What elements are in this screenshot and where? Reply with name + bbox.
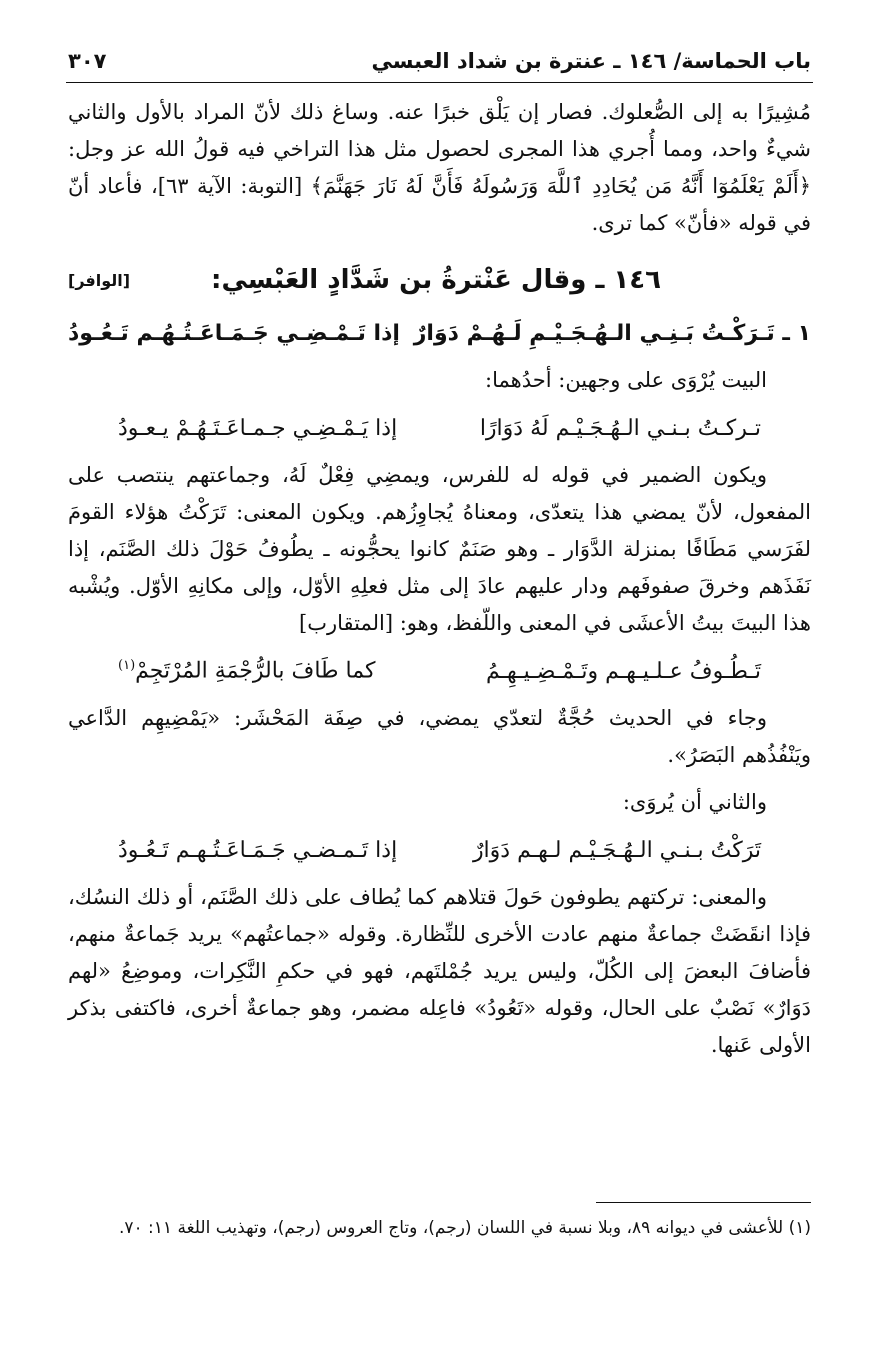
header-rule xyxy=(66,82,813,83)
paragraph-commentary-2: والمعنى: تركتهم يطوفون حَولَ قتلاهم كما يُطاف على ذلك الصَّنَم، أو ذلك النسُك، فإذا انقَضَتْ جماعةٌ منهم عادت الأخرى للنِّظارة. وقوله «جماعتُهم» يريد جَماعةٌ منهم، فأضافَ البعضَ إلى الكُلّ، وليس يريد جُمْلتَهم، فهو في حكمِ النَّكِرات، وموضِعُ «لهم دَوَارٌ» نَصْبٌ على الحال، وقوله «تَعُودُ» فاعِله مضمر، وهو جماعةٌ أخرى، فاكتفى بذكر الأولى عَنها. xyxy=(68,885,811,1057)
verse-variant-2-second-hemistich: إذا تَـمـضـي جَـمَـاعَـتُـهـم تَـعُـودُ xyxy=(118,837,398,863)
footnote-reference: (١) xyxy=(118,658,136,674)
paragraph-intro: مُشِيرًا به إلى الصُّعلوك. فصار إن يَلْق خبرًا عنه. وساغ ذلك لأنّ المراد بالأول والثاني شيءٌ واحد، ومما أُجري هذا المجرى لحصول مثل هذا التراخي فيه قولُ الله عز وجل: ﴿أَلَمْ يَعْلَمُوٓا أَنَّهُ مَن يُحَادِدِ ٱللَّهَ وَرَسُولَهُ فَأَنَّ لَهُ نَارَ جَهَنَّمَ﴾ [التوبة: الآية ٦٣]، فأعاد أنّ في قوله «فأنّ» كما ترى. xyxy=(68,100,812,235)
main-text xyxy=(68,94,811,1064)
paragraph-hadith: وجاء في الحديث حُجَّةٌ لتعدّي يمضي، في صِفَة المَحْشَر: «يَمْضِيهِم الدَّاعي ويَنْفُذُهم البَصَرُ». xyxy=(68,706,811,767)
verse-1-first-hemistich: ١ ـ تَـرَكْـتُ بَـنِـي الـهُـجَـيْـمِ لَـهُـمْ دَوَارٌ xyxy=(413,320,811,346)
verse-variant-2-first-hemistich: تَرَكْتُ بـنـي الـهُـجَـيْـم لـهـم دَوَارٌ xyxy=(472,837,761,863)
poem-heading xyxy=(68,256,811,304)
verse-aasha xyxy=(68,642,811,700)
verse-aasha-second-hemistich xyxy=(118,658,375,683)
footnote: (١) للأعشى في ديوانه ٨٩، وبلا نسبة في اللسان (رجم)، وتاج العروس (رجم)، وتهذيب اللغة ١١: ٧٠. xyxy=(118,1218,811,1238)
running-header xyxy=(68,44,811,78)
verse-variant-1-second-hemistich: إذا يَـمْـضِـي جـمـاعَـتَـهُـمْ يـعـودُ xyxy=(118,415,398,441)
poem-title: ١٤٦ ـ وقال عَنْترةُ بن شَدَّادٍ العَبْسِي: xyxy=(211,265,661,295)
verse-1-second-hemistich: إذا تَـمْـضِـي جَـمَـاعَـتُـهُـم تَـعُـودُ xyxy=(68,320,400,346)
variant-intro-line: البيت يُرْوَى على وجهين: أحدُهما: xyxy=(485,368,767,392)
page-number: ٣٠٧ xyxy=(68,49,107,73)
verse-aasha-second-text: كما طَافَ بالرُّجْمَةِ المُرْتَجِمْ xyxy=(135,658,376,684)
paragraph-commentary-1: ويكون الضمير في قوله له للفرس، ويمضِي فِعْلٌ لَهُ، وجماعتهم ينتصب على المفعول، لأنّ يمضي هذا يتعدّى، ومعناهُ يُجاوِزُهم. ويكون المعنى: تَرَكْتُ هؤلاء القومَ لفَرَسي مَطَافًا بمنزلة الدَّوَار ـ وهو صَنَمٌ كانوا يحجُّونه ـ يطُوفُ حَوْلَ ذلك الصَّنَم، إذا نَفَذَهم وخرقَ صفوفَهم ودار عليهم عادَ إلى مثل فعلِهِ الأوّل، وإلى مكانِهِ الأوّل. ويُشْبه هذا البيتَ بيتُ الأعشَى في المعنى واللّفظ، وهو: [المتقارب] xyxy=(68,463,811,635)
verse-aasha-first-hemistich: تَـطُـوفُ عـلـيـهـم وتَـمْـضِـيـهِـمُ xyxy=(485,658,761,684)
verse-variant-2 xyxy=(68,821,811,879)
poem-meter: [الوافر] xyxy=(68,270,131,290)
header-section-title: باب الحماسة/ ١٤٦ ـ عنترة بن شداد العبسي xyxy=(371,49,811,73)
verse-variant-1 xyxy=(68,399,811,457)
verse-1 xyxy=(68,304,811,362)
second-variant-intro-line: والثاني أن يُروَى: xyxy=(622,790,767,814)
verse-variant-1-first-hemistich: تـركـتُ بـنـي الـهُـجَـيْـم لَهُ دَوَارًا xyxy=(479,415,761,441)
footnote-rule xyxy=(596,1202,811,1203)
